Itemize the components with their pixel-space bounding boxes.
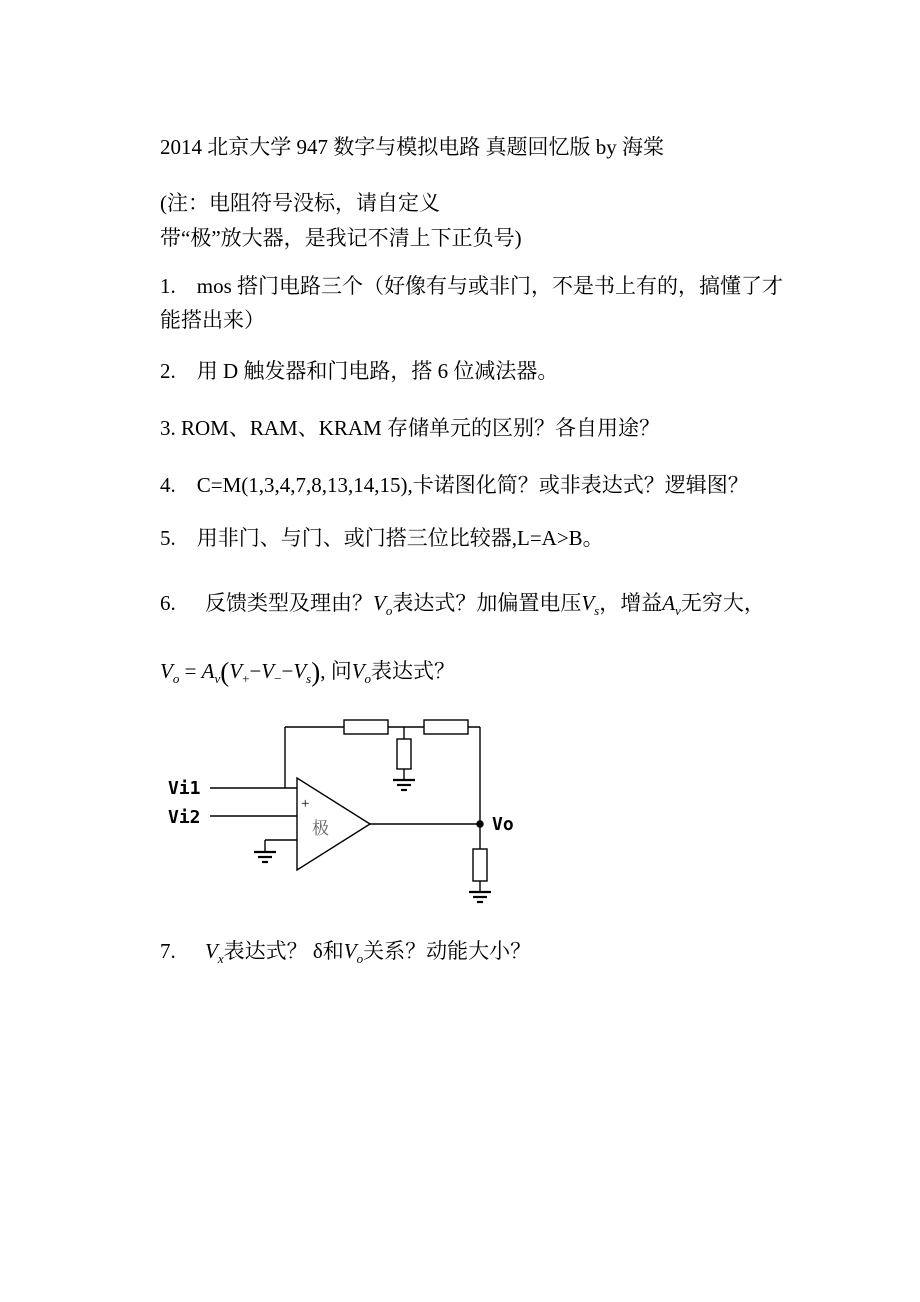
question-3: 3. ROM、RAM、KRAM 存储单元的区别？各自用途？ [160,416,660,440]
vi2-label: Vi2 [168,807,201,828]
formula-vplus: V [229,659,243,683]
q7-text-1: 表达式？ [223,939,313,963]
question-5: 5. 用非门、与门、或门搭三位比较器,L=A>B。 [160,526,604,550]
formula-vo-sub: o [172,671,180,686]
formula-vplus-sub: + [242,671,250,686]
var-vs: V [581,591,595,615]
formula-vminus-sub: − [274,671,282,686]
ground-symbol-left [254,852,276,862]
q6-text-1: 反馈类型及理由？ [205,591,373,615]
formula-vo-2-sub: o [364,671,372,686]
var-vs-sub: s [594,603,600,618]
note-line1: (注：电阻符号没标，请自定义 [160,191,440,215]
ground-symbol-mid [393,780,415,790]
question-4: 4. C=M(1,3,4,7,8,13,14,15),卡诺图化简？或非表达式？逻辑图？ [160,473,749,497]
formula-minus-2: − [281,659,294,683]
q7-text-3: 关系？动能大小？ [363,939,532,963]
formula-tail-1: , 问 [320,659,352,683]
formula-vs-sub: s [306,671,312,686]
feedback-resistor-2 [424,720,468,734]
opamp-triangle [297,778,370,870]
formula-rparen: ) [311,657,321,687]
q7-number: 7. [160,939,176,963]
var-av-sub: v [675,603,681,618]
var-av: A [662,591,676,615]
formula-line [160,654,790,696]
question-6 [160,586,790,628]
delta-symbol: δ [312,939,323,963]
formula-lparen: ( [220,657,230,687]
formula-vo: V [160,659,173,683]
formula-minus-1: − [249,659,262,683]
vo-label: Vo [492,814,514,835]
vi1-label: Vi1 [168,778,201,799]
circuit-diagram [150,710,610,910]
q7-text-2: 和 [322,939,344,963]
q6-text-2: 表达式？加偏置电压 [392,591,582,615]
note-line2: 带“极”放大器，是我记不清上下正负号) [160,226,522,250]
doc-title: 2014 北京大学 947 数字与模拟电路 真题回忆版 by 海棠 [160,135,664,159]
formula-tail-2: 表达式？ [371,659,456,683]
note-block [160,186,790,256]
var-vo-sub: o [385,603,393,618]
question-2: 2. 用 D 触发器和门电路，搭 6 位减法器。 [160,359,559,383]
opamp-label: 极 [312,819,329,838]
formula-vs: V [293,659,307,683]
q6-text-4: 无穷大， [680,591,765,615]
opamp-plus-icon: + [301,796,310,812]
var-vx-sub: x [217,951,224,966]
ground-symbol-output [469,892,491,902]
var-vx: V [205,939,218,963]
question-1: 1. mos 搭门电路三个（好像有与或非门，不是书上有的，搞懂了才能搭出来） [160,274,784,332]
q6-text-3: ，增益 [599,591,663,615]
formula-vminus: V [261,659,275,683]
var-vo-q7-sub: o [356,951,364,966]
mid-resistor [397,739,411,769]
formula-av: A [201,659,215,683]
feedback-resistor-1 [344,720,388,734]
formula-equals: = [179,659,202,683]
formula-av-sub: v [214,671,221,686]
var-vo: V [373,591,386,615]
question-7 [160,934,790,976]
q6-number: 6. [160,591,176,615]
formula-vo-2: V [351,659,365,683]
output-resistor [473,849,487,881]
var-vo-q7: V [343,939,357,963]
